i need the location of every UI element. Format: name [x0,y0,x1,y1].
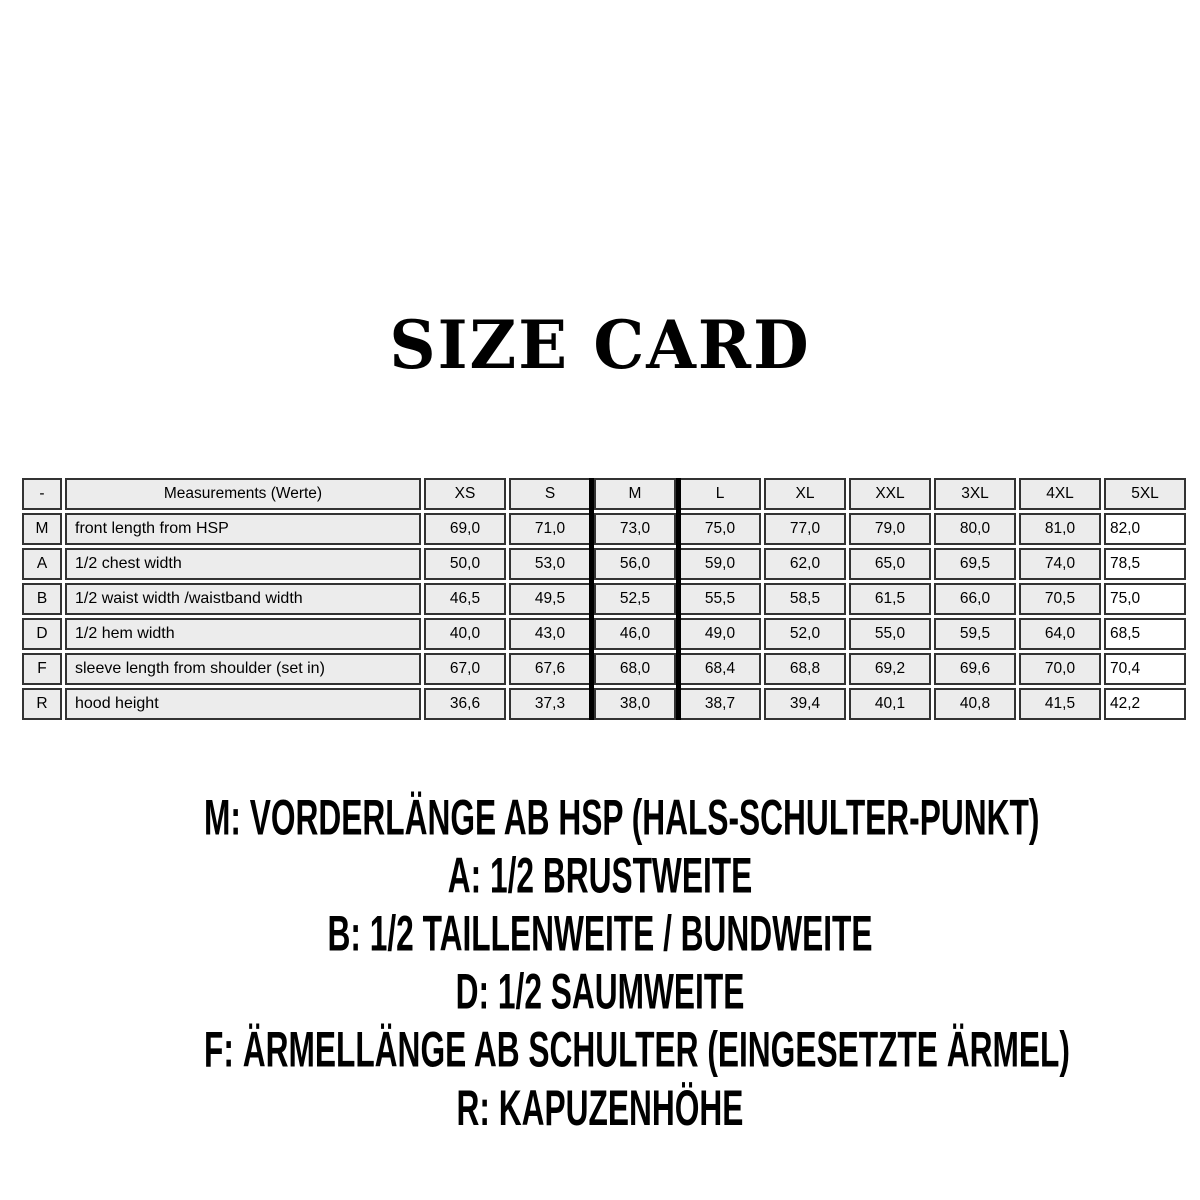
size-table-grid [22,478,1186,720]
value-cell: 38,7 [679,688,761,720]
value-cell: 66,0 [934,583,1016,615]
value-cell: 69,0 [424,513,506,545]
legend-line: B: 1/2 TAILLENWEITE / BUNDWEITE [327,906,873,963]
value-cell: 75,0 [679,513,761,545]
row-key-cell: D [22,618,62,650]
value-cell: 75,0 [1104,583,1186,615]
value-cell: 52,5 [594,583,676,615]
value-cell: 61,5 [849,583,931,615]
value-cell: 46,5 [424,583,506,615]
value-cell: 73,0 [594,513,676,545]
legend-line: D: 1/2 SAUMWEITE [455,964,745,1021]
value-cell: 68,4 [679,653,761,685]
value-cell: 59,5 [934,618,1016,650]
value-cell: 40,0 [424,618,506,650]
size-header-cell-xxl: XXL [849,478,931,510]
legend-line: R: KAPUZENHÖHE [456,1080,744,1137]
measurement-name-cell: front length from HSP [65,513,421,545]
row-key-cell: R [22,688,62,720]
value-cell: 69,2 [849,653,931,685]
value-cell: 69,5 [934,548,1016,580]
measurement-name-cell: 1/2 waist width /waistband width [65,583,421,615]
value-cell: 62,0 [764,548,846,580]
value-cell: 71,0 [509,513,591,545]
value-cell: 81,0 [1019,513,1101,545]
value-cell: 59,0 [679,548,761,580]
value-cell: 37,3 [509,688,591,720]
value-cell: 38,0 [594,688,676,720]
measurement-name-cell: 1/2 chest width [65,548,421,580]
legend-line: M: VORDERLÄNGE AB HSP (HALS-SCHULTER-PUNKT) [203,790,1040,847]
value-cell: 78,5 [1104,548,1186,580]
corner-header-cell: - [22,478,62,510]
value-cell: 58,5 [764,583,846,615]
row-key-cell: M [22,513,62,545]
value-cell: 79,0 [849,513,931,545]
value-cell: 70,5 [1019,583,1101,615]
value-cell: 39,4 [764,688,846,720]
value-cell: 42,2 [1104,688,1186,720]
row-key-cell: F [22,653,62,685]
value-cell: 70,0 [1019,653,1101,685]
size-header-cell-l: L [679,478,761,510]
size-header-cell-5xl: 5XL [1104,478,1186,510]
row-key-cell: B [22,583,62,615]
page-title: SIZE CARD [389,306,811,385]
value-cell: 70,4 [1104,653,1186,685]
value-cell: 82,0 [1104,513,1186,545]
value-cell: 41,5 [1019,688,1101,720]
value-cell: 53,0 [509,548,591,580]
value-cell: 68,8 [764,653,846,685]
measurement-name-cell: sleeve length from shoulder (set in) [65,653,421,685]
measurement-legend [0,790,1200,1138]
value-cell: 77,0 [764,513,846,545]
value-cell: 68,5 [1104,618,1186,650]
legend-line: A: 1/2 BRUSTWEITE [447,848,753,905]
value-cell: 49,5 [509,583,591,615]
size-header-cell-3xl: 3XL [934,478,1016,510]
value-cell: 49,0 [679,618,761,650]
measurement-name-cell: hood height [65,688,421,720]
size-header-cell-xs: XS [424,478,506,510]
measurements-header-cell: Measurements (Werte) [65,478,421,510]
value-cell: 56,0 [594,548,676,580]
size-header-cell-xl: XL [764,478,846,510]
value-cell: 80,0 [934,513,1016,545]
legend-line: F: ÄRMELLÄNGE AB SCHULTER (EINGESETZTE ÄRMEL) [203,1022,1070,1079]
value-cell: 40,8 [934,688,1016,720]
value-cell: 50,0 [424,548,506,580]
value-cell: 68,0 [594,653,676,685]
value-cell: 52,0 [764,618,846,650]
value-cell: 40,1 [849,688,931,720]
size-header-cell-m: M [594,478,676,510]
value-cell: 74,0 [1019,548,1101,580]
value-cell: 67,6 [509,653,591,685]
size-header-cell-4xl: 4XL [1019,478,1101,510]
value-cell: 65,0 [849,548,931,580]
value-cell: 43,0 [509,618,591,650]
value-cell: 55,0 [849,618,931,650]
size-table [22,478,1186,720]
value-cell: 64,0 [1019,618,1101,650]
value-cell: 67,0 [424,653,506,685]
value-cell: 55,5 [679,583,761,615]
row-key-cell: A [22,548,62,580]
value-cell: 36,6 [424,688,506,720]
size-header-cell-s: S [509,478,591,510]
value-cell: 46,0 [594,618,676,650]
value-cell: 69,6 [934,653,1016,685]
measurement-name-cell: 1/2 hem width [65,618,421,650]
